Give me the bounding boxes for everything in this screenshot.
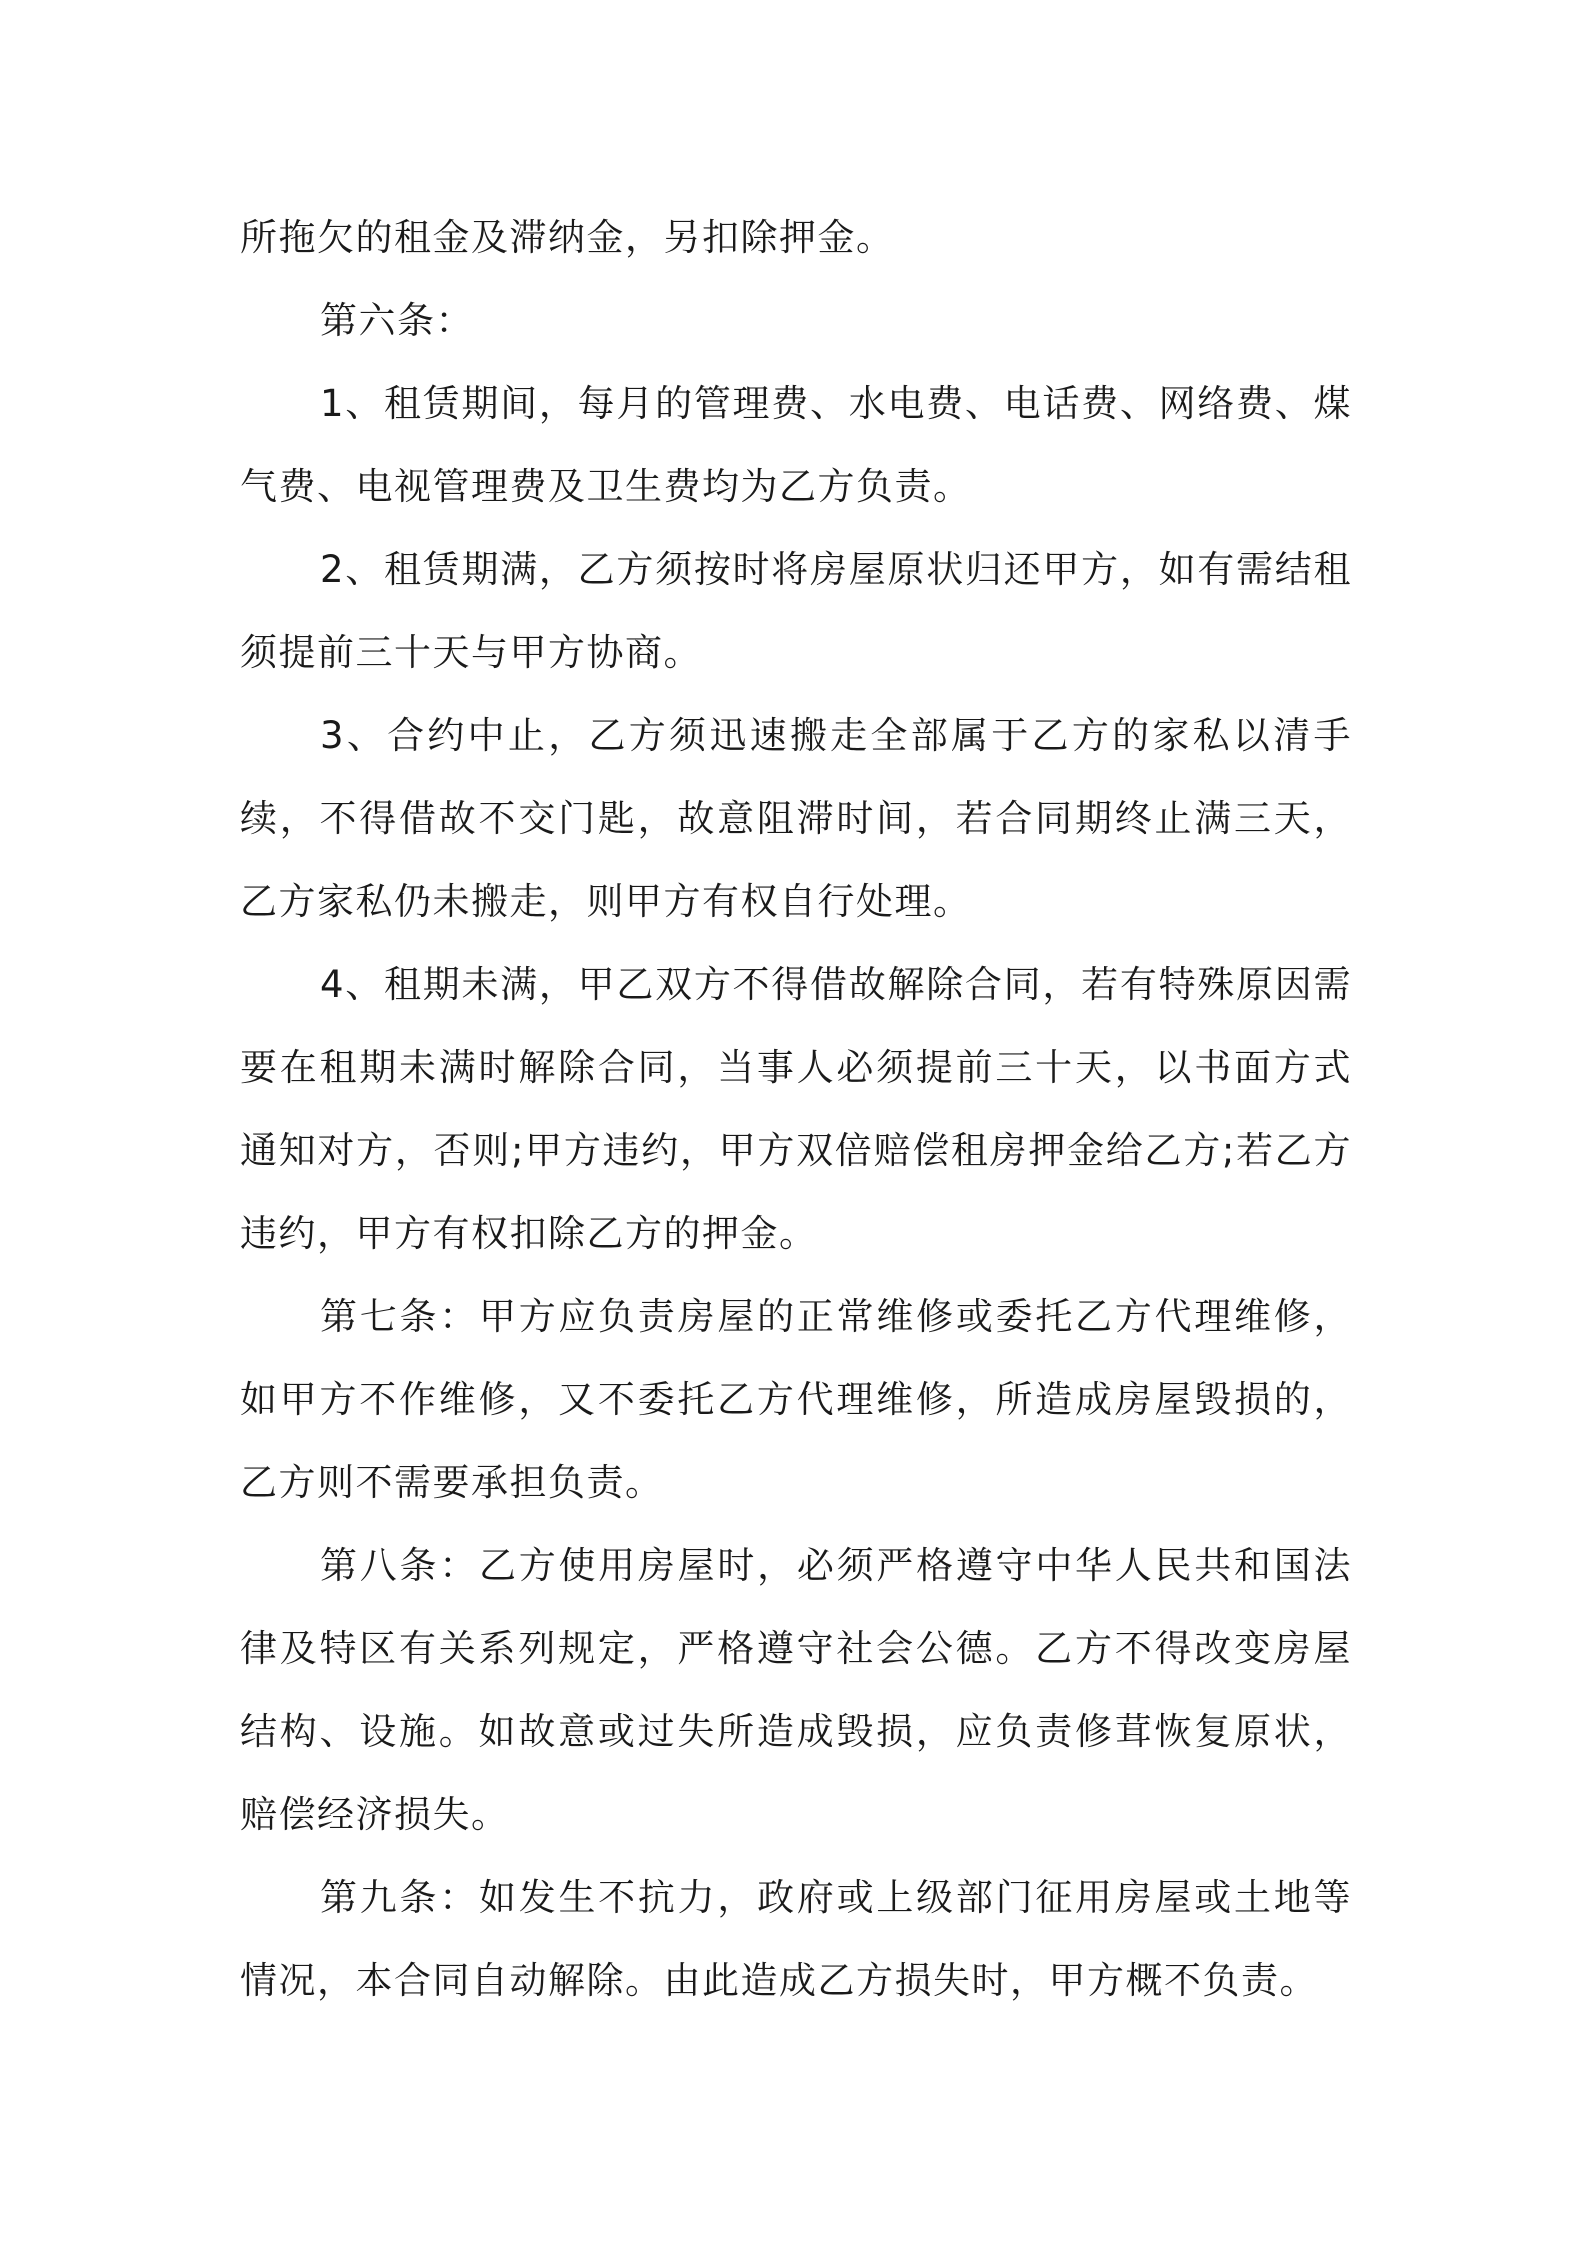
paragraph-article-9: 第九条：如发生不抗力，政府或上级部门征用房屋或土地等情况，本合同自动解除。由此造成乙方损失时，甲方概不负责。 — [240, 1876, 1352, 2002]
paragraph-article-8: 第八条：乙方使用房屋时，必须严格遵守中华人民共和国法律及特区有关系列规定，严格遵守社会公德。乙方不得改变房屋结构、设施。如故意或过失所造成毁损，应负责修茸恢复原状，赔偿经济损失。 — [240, 1544, 1352, 1836]
paragraph-article-6-heading: 第六条： — [320, 299, 474, 342]
paragraph-article-7: 第七条：甲方应负责房屋的正常维修或委托乙方代理维修，如甲方不作维修，又不委托乙方代理维修，所造成房屋毁损的，乙方则不需要承担负责。 — [240, 1295, 1352, 1504]
paragraph-article-6-item-2: 2、租赁期满，乙方须按时将房屋原状归还甲方，如有需结租须提前三十天与甲方协商。 — [240, 548, 1352, 674]
paragraph-article-6-item-3: 3、合约中止，乙方须迅速搬走全部属于乙方的家私以清手续，不得借故不交门匙，故意阻滞时间，若合同期终止满三天，乙方家私仍未搬走，则甲方有权自行处理。 — [240, 714, 1352, 923]
paragraph-continuation: 所拖欠的租金及滞纳金，另扣除押金。 — [240, 216, 895, 259]
document-body — [240, 196, 1352, 2022]
paragraph-article-6-item-1: 1、租赁期间，每月的管理费、水电费、电话费、网络费、煤气费、电视管理费及卫生费均为乙方负责。 — [240, 382, 1352, 508]
paragraph-article-6-item-4: 4、租期未满，甲乙双方不得借故解除合同，若有特殊原因需要在租期未满时解除合同，当事人必须提前三十天，以书面方式通知对方，否则;甲方违约，甲方双倍赔偿租房押金给乙方;若乙方违约，甲方有权扣除乙方的押金。 — [240, 963, 1352, 1255]
